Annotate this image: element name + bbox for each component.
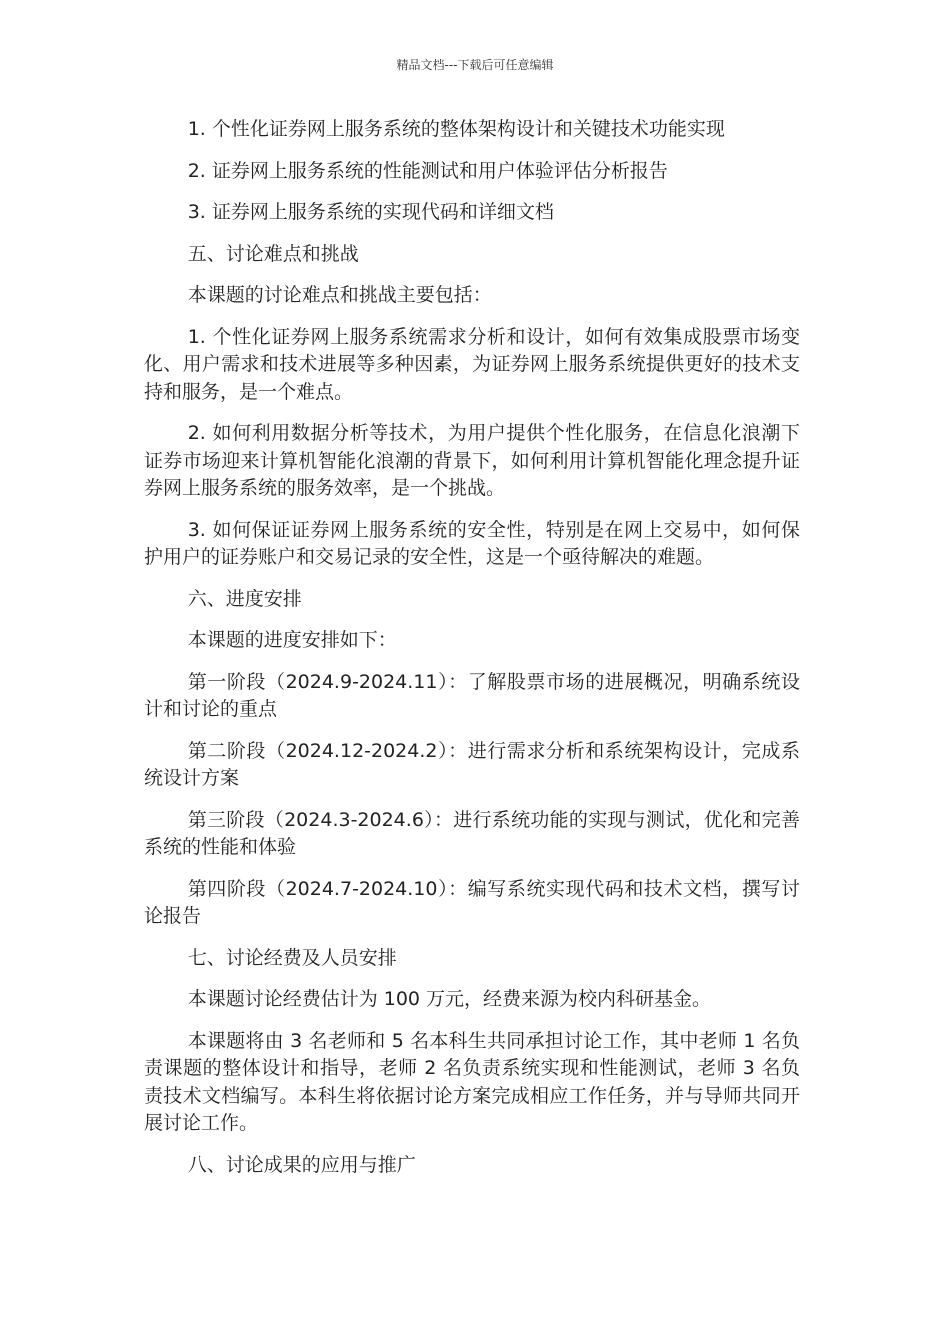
section-heading-5: 五、讨论难点和挑战 [187, 242, 359, 265]
challenge-item-1: 1. 个性化证券网上服务系统需求分析和设计，如何有效集成股票市场变化、用户需求和技术进展等多种因素，为证券网上服务系统提供更好的技术支持和服务，是一个难点。 [144, 325, 800, 403]
challenges-intro: 本课题的讨论难点和挑战主要包括： [187, 284, 492, 306]
section-heading-7: 七、讨论经费及人员安排 [187, 946, 397, 969]
funding-paragraph: 本课题讨论经费估计为 100 万元，经费来源为校内科研基金。 [187, 988, 712, 1010]
staffing-paragraph: 本课题将由 3 名老师和 5 名本科生共同承担讨论工作，其中老师 1 名负责课题的整体设计和指导，老师 2 名负责系统实现和性能测试，老师 3 名负责技术文档编写。本科生将依据讨论方案完成相应工作任务，并与导师共同开展讨论工作。 [144, 1029, 800, 1134]
section-heading-8: 八、讨论成果的应用与推广 [187, 1153, 416, 1176]
section-heading-6: 六、进度安排 [187, 587, 302, 610]
schedule-phase-2: 第二阶段（2024.12-2024.2）：进行需求分析和系统架构设计，完成系统设计方案 [144, 739, 800, 789]
page-header: 精品文档---下载后可任意编辑 [396, 58, 554, 72]
schedule-phase-1: 第一阶段（2024.9-2024.11）：了解股票市场的进展概况，明确系统设计和讨论的重点 [144, 670, 800, 720]
challenge-item-2: 2. 如何利用数据分析等技术，为用户提供个性化服务，在信息化浪潮下证券市场迎来计算机智能化浪潮的背景下，如何利用计算机智能化理念提升证券网上服务系统的服务效率，是一个挑战。 [144, 422, 800, 499]
deliverable-item-2: 2. 证券网上服务系统的性能测试和用户体验评估分析报告 [187, 159, 668, 182]
deliverable-item-1: 1. 个性化证券网上服务系统的整体架构设计和关键技术功能实现 [187, 118, 725, 140]
challenge-item-3: 3. 如何保证证券网上服务系统的安全性，特别是在网上交易中，如何保护用户的证券账户和交易记录的安全性，这是一个亟待解决的难题。 [144, 518, 800, 568]
schedule-phase-3: 第三阶段（2024.3-2024.6）：进行系统功能的实现与测试，优化和完善系统的性能和体验 [144, 808, 800, 858]
schedule-intro: 本课题的进度安排如下： [187, 629, 397, 651]
schedule-phase-4: 第四阶段（2024.7-2024.10）：编写系统实现代码和技术文档，撰写讨论报告 [144, 877, 800, 927]
deliverable-item-3: 3. 证券网上服务系统的实现代码和详细文档 [187, 201, 554, 223]
document-body [144, 116, 800, 1193]
